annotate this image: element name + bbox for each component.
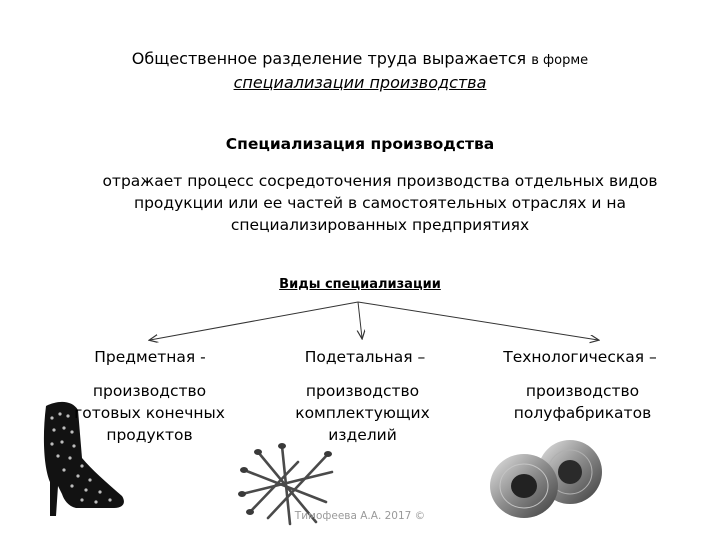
steel-coils-icon bbox=[484, 432, 608, 522]
type-subject-name: Предметная - bbox=[94, 348, 206, 366]
type-subject-description: производство готовых конечных продуктов bbox=[74, 382, 225, 444]
intro-line-1-small: в форме bbox=[531, 53, 589, 68]
type-detail-name: Подетальная – bbox=[304, 348, 426, 366]
intro-line-2: специализации производства bbox=[233, 73, 487, 92]
arrow-center bbox=[358, 302, 362, 338]
footer-copyright: Тимофеева А.А. 2017 © bbox=[294, 510, 426, 522]
type-detail-description: производство комплектующих изделий bbox=[295, 382, 430, 444]
arrow-right bbox=[358, 302, 598, 340]
specialization-definition: отражает процесс сосредоточения производства отдельных видов продукции или ее частей в самостоятельных отраслях и на специализированных предприятиях bbox=[102, 172, 658, 234]
specialization-title: Специализация производства bbox=[225, 135, 495, 153]
intro-line-1-main: Общественное разделение труда выражается bbox=[131, 49, 527, 68]
type-technological-description: производство полуфабрикатов bbox=[513, 382, 652, 422]
types-title: Виды специализации bbox=[279, 277, 441, 292]
type-technological-name: Технологическая – bbox=[503, 348, 657, 366]
arrow-left bbox=[150, 302, 358, 340]
